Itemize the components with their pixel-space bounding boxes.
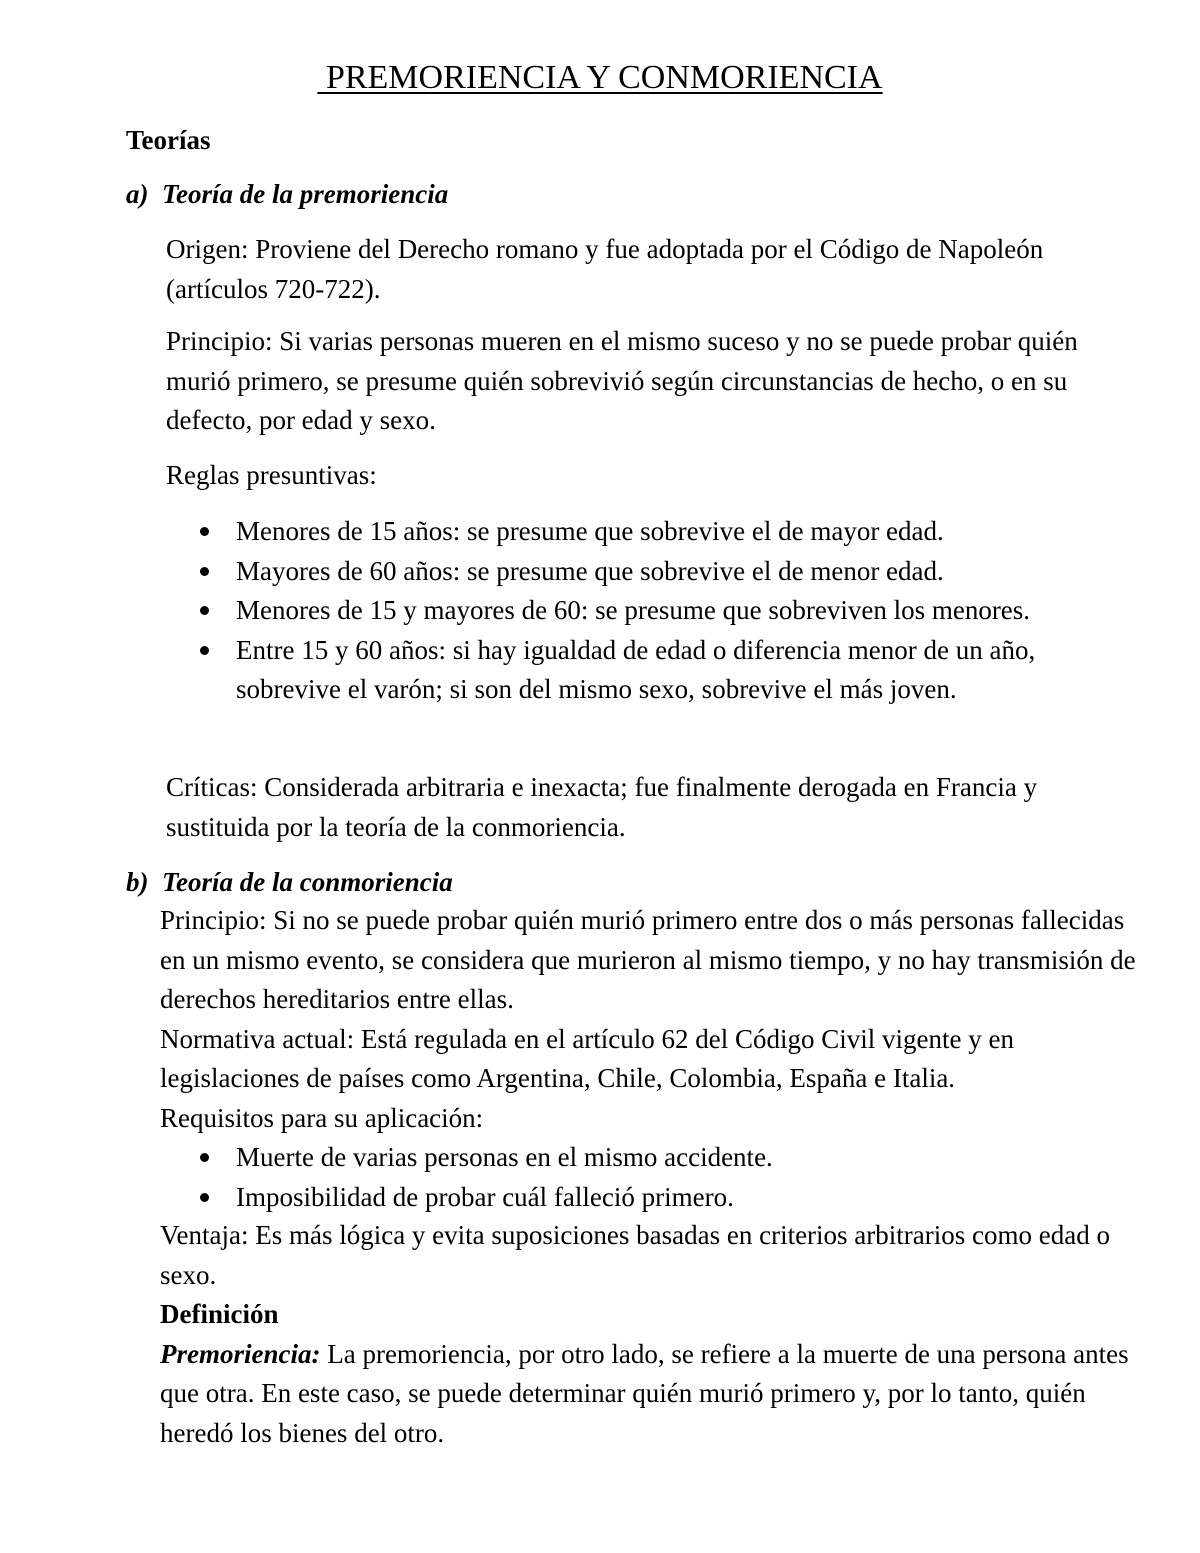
theory-a-heading [126, 174, 448, 214]
theory-b-advantage: Ventaja: Es más lógica y evita suposiciones basadas en criterios arbitrarios como edad o sexo. [160, 1220, 1110, 1290]
list-item: Menores de 15 y mayores de 60: se presume que sobreviven los menores. [196, 591, 1146, 631]
definition-term: Premoriencia: [160, 1338, 321, 1369]
document-title-text: PREMORIENCIA Y CONMORIENCIA [317, 59, 883, 96]
theory-a-marker: a) [126, 179, 149, 209]
theory-a-principle: Principio: Si varias personas mueren en el mismo suceso y no se puede probar quién murió primero, se presume quién sobrevivió según circunstancias de hecho, o en su defecto, por edad y sexo. [166, 326, 1078, 435]
theory-b-heading-text: Teoría de la conmoriencia [162, 867, 453, 897]
theory-b-marker: b) [126, 867, 149, 897]
definition-text: La premoriencia, por otro lado, se refiere a la muerte de una persona antes que otra. En este caso, se puede determinar quién murió primero y, por lo tanto, quién heredó los bienes del otro. [160, 1338, 1129, 1448]
theory-a-rules-label: Reglas presuntivas: [166, 460, 377, 490]
list-item: Mayores de 60 años: se presume que sobrevive el de menor edad. [196, 552, 1146, 592]
theory-b-requirements-list [196, 1138, 1136, 1217]
definition-section [160, 1295, 1140, 1453]
document-title [0, 56, 1200, 100]
theory-a-origin: Origen: Proviene del Derecho romano y fue adoptada por el Código de Napoleón (artículos 720-722). [166, 234, 1044, 304]
list-item: Imposibilidad de probar cuál falleció primero. [196, 1178, 1136, 1218]
theory-b-requirements-label: Requisitos para su aplicación: [160, 1102, 484, 1133]
theory-a-criticism: Críticas: Considerada arbitraria e inexacta; fue finalmente derogada en Francia y sustituida por la teoría de la conmoriencia. [166, 772, 1038, 842]
list-item: Entre 15 y 60 años: si hay igualdad de edad o diferencia menor de un año, sobrevive el varón; si son del mismo sexo, sobrevive el más joven. [196, 631, 1146, 710]
theory-b-principle: Principio: Si no se puede probar quién murió primero entre dos o más personas fallecidas en un mismo evento, se considera que murieron al mismo tiempo, y no hay transmisión de derechos hereditarios entre ellas. [160, 905, 1136, 1014]
definition-paragraph [160, 1335, 1140, 1454]
theory-b-heading [126, 862, 453, 902]
theory-a-heading-text: Teoría de la premoriencia [162, 179, 449, 209]
definition-heading: Definición [160, 1299, 279, 1329]
section-heading-teorias: Teorías [126, 125, 211, 155]
list-item: Menores de 15 años: se presume que sobrevive el de mayor edad. [196, 512, 1146, 552]
list-item: Muerte de varias personas en el mismo accidente. [196, 1138, 1136, 1178]
theory-b-content [160, 901, 1140, 1138]
theory-b-normative: Normativa actual: Está regulada en el artículo 62 del Código Civil vigente y en legislaciones de países como Argentina, Chile, Colombia, España e Italia. [160, 1023, 1014, 1093]
theory-a-rules-list [196, 512, 1146, 710]
